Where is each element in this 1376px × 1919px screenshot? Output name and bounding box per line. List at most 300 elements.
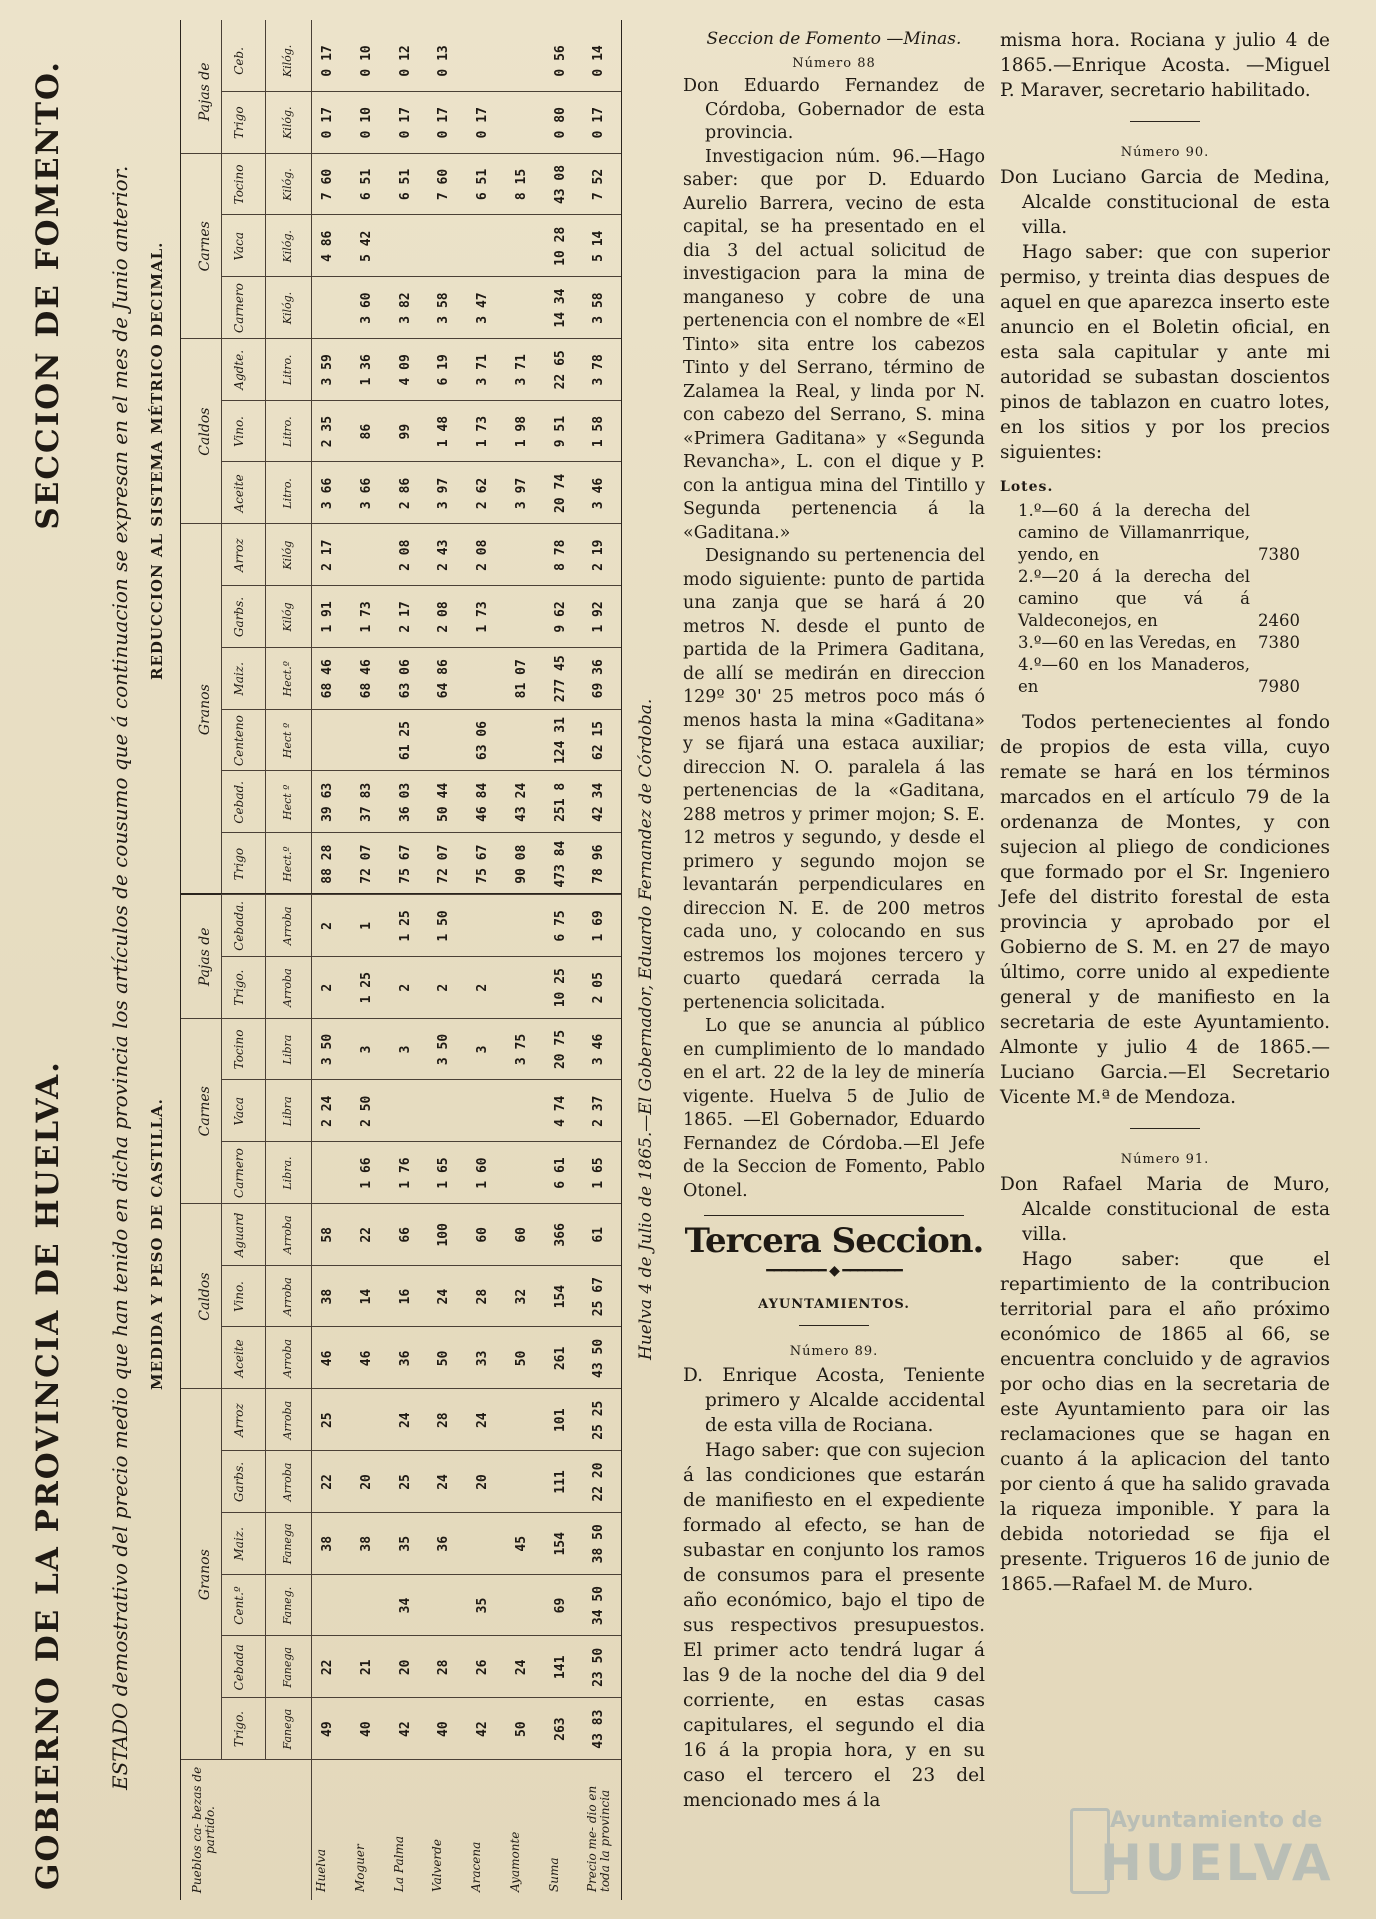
table-cell: 1 69	[591, 910, 607, 942]
table-cell: 45	[513, 1535, 529, 1552]
column-name: Vaca	[232, 1096, 246, 1126]
table-cell: 10 28	[552, 226, 568, 266]
table-cell: 22	[320, 1659, 335, 1676]
table-cell: 1 98	[513, 415, 529, 448]
table-cell: 0 17	[436, 107, 452, 139]
grid-line	[265, 20, 266, 1760]
table-cell: 38 50	[591, 1524, 607, 1564]
table-cell: 75 67	[475, 844, 490, 884]
table-cell: 3 59	[320, 354, 335, 386]
table-cell: 28	[436, 1412, 452, 1429]
table-cell: 24	[513, 1659, 529, 1676]
grid-line	[221, 20, 222, 1760]
table-cell: 3 71	[475, 354, 490, 386]
column-name: Arroz	[232, 1403, 246, 1438]
table-cell: 0 17	[320, 107, 335, 139]
column-name: Carnero	[232, 283, 246, 333]
table-cell: 75 67	[397, 844, 413, 884]
table-cell: 3 71	[513, 354, 529, 386]
table-cell: 50	[513, 1721, 529, 1737]
table-cell: 473 84	[552, 840, 568, 888]
column-unit: Fanega	[281, 1708, 294, 1750]
table-cell: 3 46	[591, 1033, 607, 1066]
table-cell: 1 36	[358, 354, 374, 386]
row-label: Ayamonte	[507, 1831, 522, 1892]
watermark-line2: HUELVA	[1100, 1834, 1334, 1892]
table-title-right: SECCION DE FOMENTO.	[30, 60, 66, 530]
table-cell: 1 91	[320, 601, 335, 633]
table-cell: 0 80	[552, 107, 568, 139]
column-unit: Hect º	[281, 784, 294, 821]
table-cell: 61	[591, 1227, 607, 1243]
table-cell: 3 58	[591, 292, 607, 324]
table-cell: 0 10	[358, 107, 374, 139]
column-name: Aguard	[232, 1212, 246, 1258]
table-cell: 1 58	[591, 415, 607, 448]
table-cell: 24	[436, 1474, 452, 1490]
table-cell: 7 60	[320, 168, 335, 201]
column-name: Vaca	[232, 231, 246, 261]
table-cell: 20 74	[552, 473, 568, 513]
table-cell: 50 44	[436, 782, 452, 822]
table-cell: 6 51	[397, 168, 413, 201]
table-cell: 69	[552, 1597, 568, 1614]
table-cell: 63 06	[397, 659, 413, 699]
lot-item	[1018, 632, 1300, 654]
lots-list	[1000, 500, 1330, 698]
table-cell: 6 51	[475, 168, 490, 201]
table-cell: 3	[358, 1045, 374, 1054]
table-cell: 68 46	[358, 659, 374, 699]
table-cell: 3 46	[591, 477, 607, 510]
table-cell: 2 62	[475, 477, 490, 510]
table-cell: 22	[320, 1474, 335, 1490]
table-cell: 1 65	[436, 1157, 452, 1189]
table-cell: 4 74	[552, 1095, 568, 1127]
column-unit: Arroba	[281, 1215, 294, 1255]
heading-castilla: MEDIDA Y PESO DE CASTILLA.	[148, 1098, 166, 1390]
divider	[1130, 1128, 1200, 1129]
column-name: Trigo.	[232, 969, 246, 1006]
table-cell: 1 65	[591, 1157, 607, 1189]
column-unit: Hect º	[281, 722, 294, 759]
column-name: Carnero	[232, 1148, 246, 1198]
table-cell: 33	[475, 1350, 490, 1367]
table-cell: 88 28	[320, 844, 335, 884]
table-cell: 28	[475, 1288, 490, 1305]
column-name: Agdte.	[232, 349, 246, 390]
column-unit: Kilóg	[281, 602, 294, 632]
table-cell: 40	[436, 1721, 452, 1737]
price-table	[30, 20, 670, 1900]
lot-value: 7380	[1258, 545, 1300, 564]
notice-number: Número 88	[792, 55, 876, 71]
table-cell: 35	[475, 1597, 490, 1614]
table-cell: 28	[436, 1659, 452, 1676]
column-name: Maiz.	[232, 1527, 246, 1561]
column-unit: Arroba	[281, 906, 294, 946]
notice-intro: Don Eduardo Fernandez de Córdoba, Gobernador de esta provincia.	[683, 76, 985, 143]
column-unit: Libra.	[281, 1156, 294, 1190]
table-cell: 90 08	[513, 844, 529, 884]
table-cell: 25 67	[591, 1277, 607, 1317]
watermark-line1: Ayuntamiento de	[1110, 1808, 1323, 1833]
table-cell: 14	[358, 1288, 374, 1305]
column-name: Cent.º	[232, 1586, 246, 1625]
table-cell: 61 25	[397, 720, 413, 761]
column-unit: Libra	[281, 1034, 294, 1065]
table-cell: 32	[513, 1288, 529, 1305]
table-cell: 9 51	[552, 415, 568, 448]
table-cell: 66	[397, 1227, 413, 1243]
column-name: Arroz	[232, 538, 246, 573]
table-cell: 36 03	[397, 782, 413, 822]
table-cell: 0 17	[320, 45, 335, 77]
price-table-region	[30, 20, 670, 1900]
table-cell: 38	[320, 1535, 335, 1552]
table-grid	[180, 20, 622, 1900]
table-cell: 124 31	[552, 717, 568, 765]
table-cell: 3 60	[358, 292, 374, 324]
table-cell: 26	[475, 1659, 490, 1676]
row-label: Precio me- dio en toda la provincia	[585, 1785, 613, 1892]
table-cell: 38	[320, 1288, 335, 1305]
table-cell: 23 50	[591, 1647, 607, 1687]
table-cell: 3	[397, 1045, 413, 1054]
table-cell: 1	[358, 922, 374, 930]
table-cell: 2 86	[397, 477, 413, 510]
table-cell: 3 97	[513, 477, 529, 510]
column-group-label: Pajas de	[197, 927, 213, 987]
table-cell: 101	[552, 1408, 568, 1432]
table-cell: 3 66	[320, 477, 335, 510]
table-cell: 2 19	[591, 539, 607, 571]
table-cell: 154	[552, 1284, 568, 1309]
subsection-heading: AYUNTAMIENTOS.	[758, 1297, 910, 1312]
column-unit: Kilóg.	[281, 230, 294, 263]
heading-decimal: REDUCCION AL SISTEMA MÉTRICO DECIMAL.	[148, 241, 166, 680]
column-3	[1000, 28, 1330, 1597]
table-cell: 1 60	[475, 1157, 490, 1189]
column-name: Trigo	[232, 106, 246, 139]
column-group-label: Carnes	[197, 1086, 213, 1137]
table-cell: 20	[358, 1474, 374, 1490]
table-cell: 2 08	[397, 539, 413, 571]
table-cell: 5 14	[591, 230, 607, 262]
table-cell: 42	[475, 1721, 490, 1737]
column-name: Tocino	[232, 164, 246, 205]
table-cell: 2 08	[475, 539, 490, 571]
table-cell: 20	[475, 1474, 490, 1490]
column-unit: Litro.	[281, 478, 294, 509]
table-cell: 1 76	[397, 1157, 413, 1189]
column-unit: Arroba	[281, 1400, 294, 1440]
column-unit: Libra	[281, 1096, 294, 1127]
table-cell: 2 50	[358, 1095, 374, 1127]
table-cell: 10 25	[552, 968, 568, 1008]
table-cell: 20 75	[552, 1029, 568, 1070]
table-cell: 40	[358, 1721, 374, 1737]
table-cell: 36	[436, 1535, 452, 1552]
table-cell: 2	[320, 922, 335, 930]
column-unit: Kilóg	[281, 540, 294, 570]
table-cell: 64 86	[436, 659, 452, 699]
table-cell: 3 58	[436, 292, 452, 324]
section-title: Tercera Seccion.	[684, 1221, 984, 1261]
lots-label: Lotes.	[1000, 479, 1054, 495]
column-name: Vino.	[232, 416, 246, 448]
notice-paragraph: Investigacion núm. 96.—Hago saber: que por D. Eduardo Aurelio Barrera, vecino de esta capital, se ha presentado en el dia 3 del actual solicitud de investigacion para la mina de manganeso y cobre de una pertenencia con el nombre de «El Tinto» sita entre los cabezos Tinto y del Serrano, término de Zalamea la Real, y linda por N. con cabezo del Serrano, S. mina «Primera Gaditana» y «Segunda Revancha», L. con el dique y P. con la antigua mina del Tintillo y Segunda pertenencia á la «Gaditana.»	[683, 146, 985, 543]
table-cell: 2	[320, 983, 335, 992]
table-cell: 0 17	[591, 107, 607, 139]
column-group-label: Pajas de	[197, 62, 213, 122]
table-cell: 3 97	[436, 477, 452, 510]
column-name: Cebada	[232, 1644, 246, 1691]
table-cell: 36	[397, 1350, 413, 1367]
table-cell: 277 45	[552, 655, 568, 703]
table-cell: 2 43	[436, 539, 452, 571]
notice-intro: Don Rafael Maria de Muro, Alcalde constitucional de esta villa.	[1000, 1174, 1330, 1245]
notice-number: Número 89.	[789, 1343, 879, 1359]
table-cell: 2 05	[591, 972, 607, 1004]
notice-intro: D. Enrique Acosta, Teniente primero y Alcalde accidental de esta villa de Rociana.	[683, 1365, 985, 1436]
table-cell: 21	[358, 1659, 374, 1676]
table-cell: 38	[358, 1535, 374, 1552]
table-cell: 20	[397, 1659, 413, 1676]
table-cell: 1 66	[358, 1157, 374, 1189]
row-label: Valverde	[430, 1839, 445, 1892]
table-cell: 1 73	[358, 601, 374, 633]
table-cell: 154	[552, 1532, 568, 1556]
table-cell: 69 36	[591, 659, 607, 699]
table-cell: 2 35	[320, 415, 335, 448]
table-cell: 78 96	[591, 844, 607, 884]
column-name: Garbs.	[232, 596, 246, 638]
table-cell: 1 92	[591, 601, 607, 633]
lot-value: 2460	[1258, 611, 1300, 630]
table-cell: 49	[320, 1721, 335, 1737]
table-cell: 50	[436, 1350, 452, 1367]
lot-text: 3.º—60 en las Veredas, en	[1018, 633, 1237, 652]
table-cell: 4 09	[397, 354, 413, 386]
table-cell: 2	[475, 983, 490, 992]
column-name: Cebada.	[232, 901, 246, 951]
notice-paragraph: Designando su pertenencia del modo siguiente: punto de partida una zanja que se hará á 20 metros N. desde el punto de partida de la Primera Gaditana, de allí se medirán en direccion 129º 30' 25 metros poco más ó menos hasta la mina «Gaditana» y se fijará una estaca auxiliar; direccion N. O. paralela á las pertenencias de la «Gaditana, 288 metros y primer mojon; S. E. 12 metros y segundo, y desde el primero y segundo mojon se levantarán perpendiculares en direccion N. E. de 200 metros cada uno, y colocando en sus estremos los mojones tercero y cuarto quedará cerrada la pertenencia solicitada.	[683, 546, 985, 1013]
table-cell: 0 17	[397, 107, 413, 139]
column-name: Centeno	[232, 715, 246, 766]
table-title	[30, 20, 64, 1900]
table-cell: 43 50	[591, 1338, 607, 1378]
column-unit: Kilóg.	[281, 168, 294, 201]
column-name: Garbs.	[232, 1461, 246, 1503]
column-unit: Fanega	[281, 1647, 294, 1688]
column-unit: Faneg.	[281, 1586, 294, 1625]
table-cell: 58	[320, 1227, 335, 1243]
divider	[799, 1325, 869, 1326]
column-group-label: Caldos	[197, 1272, 213, 1321]
row-header: Pueblos ca- bezas de partido.	[190, 1766, 217, 1894]
column-name: Trigo	[232, 847, 246, 881]
lot-value: 7980	[1258, 677, 1300, 696]
notice-paragraph: Hago saber: que con sujecion á las condiciones que estarán de manifiesto en el expediente formado al efecto, se han de subastar en conjunto los ramos de consumos para el presente año económico, bajo el tipo de sus respectivos presupuestos. El primer acto tendrá lugar á las 9 de la noche del dia 9 del corriente, en estas casas capitulares, el segundo el dia 16 á la propia hora, y en su caso el tercero el 23 del mencionado mes á la	[683, 1440, 985, 1811]
column-unit: Fanega	[281, 1523, 294, 1565]
table-cell: 2 37	[591, 1095, 607, 1127]
table-cell: 0 56	[552, 45, 568, 77]
table-cell: 16	[397, 1288, 413, 1305]
column-name: Vino.	[232, 1281, 246, 1313]
table-cell: 3 66	[358, 477, 374, 510]
table-cell: 4 86	[320, 230, 335, 262]
table-cell: 72 07	[436, 844, 452, 884]
row-label: Suma	[546, 1857, 561, 1892]
column-group-label: Granos	[197, 684, 213, 736]
row-label: La Palma	[391, 1836, 406, 1892]
lot-item	[1018, 500, 1300, 566]
notice-paragraph: Hago saber: que con superior permiso, y treinta dias despues de aquel en que aparezca inserto este anuncio en el Boletin oficial, en esta sala capitular y ante mi autoridad se subastan doscientos pinos de tablazon en cuatro lotes, en los sitios y por los precios siguientes:	[1000, 242, 1330, 463]
column-name: Tocino	[232, 1029, 246, 1070]
table-cell: 63 06	[475, 720, 490, 761]
table-cell: 6 51	[358, 168, 374, 201]
table-cell: 263	[552, 1717, 568, 1741]
table-cell: 3 75	[513, 1033, 529, 1066]
notice-paragraph: Hago saber: que el repartimiento de la contribucion territorial para el año próximo económico de 1865 al 66, se encuentra concluido y de agravios por ocho dias en la secretaria de este Ayuntamiento para oir las reclamaciones que se hagan en cuanto á la aplicacion del tanto por ciento á que ha salido gravada la riqueza imponible. Y para la debida notoriedad se fija el presente. Trigueros 16 de junio de 1865.—Rafael M. de Muro.	[1000, 1249, 1330, 1595]
lot-value: 7380	[1258, 633, 1300, 652]
table-cell: 3 78	[591, 354, 607, 386]
table-cell: 22	[358, 1227, 374, 1243]
table-cell: 3 50	[320, 1033, 335, 1066]
column-2	[683, 28, 985, 1813]
table-cell: 46 84	[475, 782, 490, 822]
grid-line	[311, 20, 312, 1900]
table-cell: 0 12	[397, 45, 413, 77]
table-cell: 2 08	[436, 601, 452, 633]
column-name: Trigo.	[232, 1711, 246, 1748]
table-cell: 2 17	[397, 601, 413, 633]
notice-intro: Don Luciano Garcia de Medina, Alcalde constitucional de esta villa.	[1000, 167, 1330, 238]
table-cell: 37 83	[358, 782, 374, 822]
section-heading: Seccion de Fomento —Minas.	[706, 29, 962, 49]
table-cell: 0 14	[591, 45, 607, 77]
table-cell: 25	[397, 1474, 413, 1490]
table-cell: 1 48	[436, 415, 452, 448]
table-cell: 7 52	[591, 168, 607, 201]
table-cell: 8 78	[552, 539, 568, 571]
table-cell: 60	[475, 1227, 490, 1243]
table-cell: 1 50	[436, 910, 452, 942]
table-cell: 261	[552, 1346, 568, 1371]
table-cell: 25	[320, 1412, 335, 1429]
table-cell: 42	[397, 1721, 413, 1737]
table-cell: 22 20	[591, 1462, 607, 1502]
column-group-label: Caldos	[197, 407, 213, 456]
table-cell: 3 47	[475, 292, 490, 324]
table-cell: 0 13	[436, 45, 452, 77]
table-cell: 8 15	[513, 168, 529, 201]
table-cell: 6 19	[436, 354, 452, 386]
row-label: Aracena	[469, 1841, 483, 1892]
column-name: Cebad.	[232, 781, 246, 824]
table-cell: 111	[552, 1470, 568, 1494]
table-cell: 43 08	[552, 164, 568, 205]
table-cell: 0 10	[358, 45, 374, 77]
divider	[1130, 121, 1200, 122]
column-name: Aceite	[232, 1339, 246, 1378]
table-cell: 86	[358, 423, 374, 440]
lot-text: 1.º—60 á la derecha del camino de Villamanrrique, yendo, en	[1018, 501, 1250, 564]
table-cell: 1 25	[358, 972, 374, 1004]
column-unit: Kilóg.	[281, 44, 294, 78]
column-unit: Kilóg.	[281, 106, 294, 139]
table-cell: 2	[436, 983, 452, 992]
column-unit: Arroba	[281, 1339, 294, 1378]
column-group-label: Carnes	[197, 221, 213, 272]
table-cell: 60	[513, 1227, 529, 1243]
row-label: Moguer	[352, 1844, 367, 1892]
table-cell: 1 73	[475, 601, 490, 633]
ornament-divider: ━━━━━━━━ ◆ ━━━━━━━━	[766, 1262, 902, 1279]
column-unit: Arroba	[281, 1277, 294, 1316]
table-cell: 46	[320, 1350, 335, 1367]
table-cell: 42 34	[591, 782, 607, 822]
lot-text: 2.º—20 á la derecha del camino que vá á Valdeconejos, en	[1018, 567, 1250, 630]
row-label: Huelva	[314, 1848, 328, 1892]
lot-text: 4.º—60 en los Manaderos, en	[1018, 655, 1250, 696]
archive-watermark	[1070, 1800, 1334, 1900]
table-cell: 24	[475, 1412, 490, 1429]
table-cell: 25 25	[591, 1400, 607, 1440]
notice-paragraph: misma hora. Rociana y julio 4 de 1865.—Enrique Acosta. —Miguel P. Maraver, secretario habilitado.	[1000, 30, 1330, 101]
column-group-label: Granos	[197, 1549, 213, 1601]
table-cell: 2 17	[320, 539, 335, 571]
table-cell: 3	[475, 1045, 490, 1054]
notice-paragraph: Todos pertenecientes al fondo de propios de esta villa, cuyo remate se hará en los términos marcados en el artículo 79 de la ordenanza de Montes, y con sujecion al pliego de condiciones que formado por el Sr. Ingeniero Jefe del distrito forestal de esta provincia y aprobado por el Gobierno de S. M. en 27 de mayo último, corre unido al expediente general y de manifiesto en la secretaria de este Ayuntamiento. Almonte y julio 4 de 1865.—Luciano Garcia.—El Secretario Vicente M.ª de Mendoza.	[1000, 712, 1330, 1108]
column-unit: Hect.º	[281, 661, 294, 697]
column-name: Ceb.	[232, 47, 246, 75]
table-cell: 24	[397, 1412, 413, 1429]
table-cell: 46	[358, 1350, 374, 1367]
table-cell: 141	[552, 1655, 568, 1680]
table-cell: 24	[436, 1288, 452, 1305]
table-cell: 39 63	[320, 782, 335, 822]
table-footer: Huelva 4 de Julio de 1865.—El Gobernador, Eduardo Fernandez de Córdoba.	[636, 698, 656, 1360]
table-cell: 35	[397, 1535, 413, 1552]
table-cell: 2	[397, 983, 413, 992]
table-cell: 251 8	[552, 782, 568, 822]
column-unit: Litro.	[281, 354, 294, 386]
table-cell: 366	[552, 1223, 568, 1247]
table-cell: 99	[397, 423, 413, 440]
table-cell: 68 46	[320, 659, 335, 699]
table-cell: 3 50	[436, 1033, 452, 1066]
table-cell: 6 75	[552, 910, 568, 942]
table-cell: 3 82	[397, 292, 413, 324]
table-cell: 9 62	[552, 601, 568, 633]
table-cell: 14 34	[552, 288, 568, 328]
table-cell: 81 07	[513, 659, 529, 699]
column-name: Maiz.	[232, 662, 246, 696]
table-cell: 0 17	[475, 107, 490, 139]
table-cell: 34	[397, 1597, 413, 1614]
table-cell: 2 24	[320, 1095, 335, 1127]
table-cell: 1 25	[397, 910, 413, 942]
table-cell: 50	[513, 1350, 529, 1367]
lot-item	[1018, 654, 1300, 698]
table-cell: 1 73	[475, 415, 490, 448]
column-name: Aceite	[232, 474, 246, 513]
notice-paragraph: Lo que se anuncia al público en cumplimiento de lo mandado en el art. 22 de la ley de minería vigente. Huelva 5 de Julio de 1865. —El Gobernador, Eduardo Fernandez de Córdoba.—El Jefe de la Seccion de Fomento, Pablo Otonel.	[683, 1016, 985, 1201]
table-cell: 5 42	[358, 230, 374, 262]
table-cell: 72 07	[358, 844, 374, 884]
